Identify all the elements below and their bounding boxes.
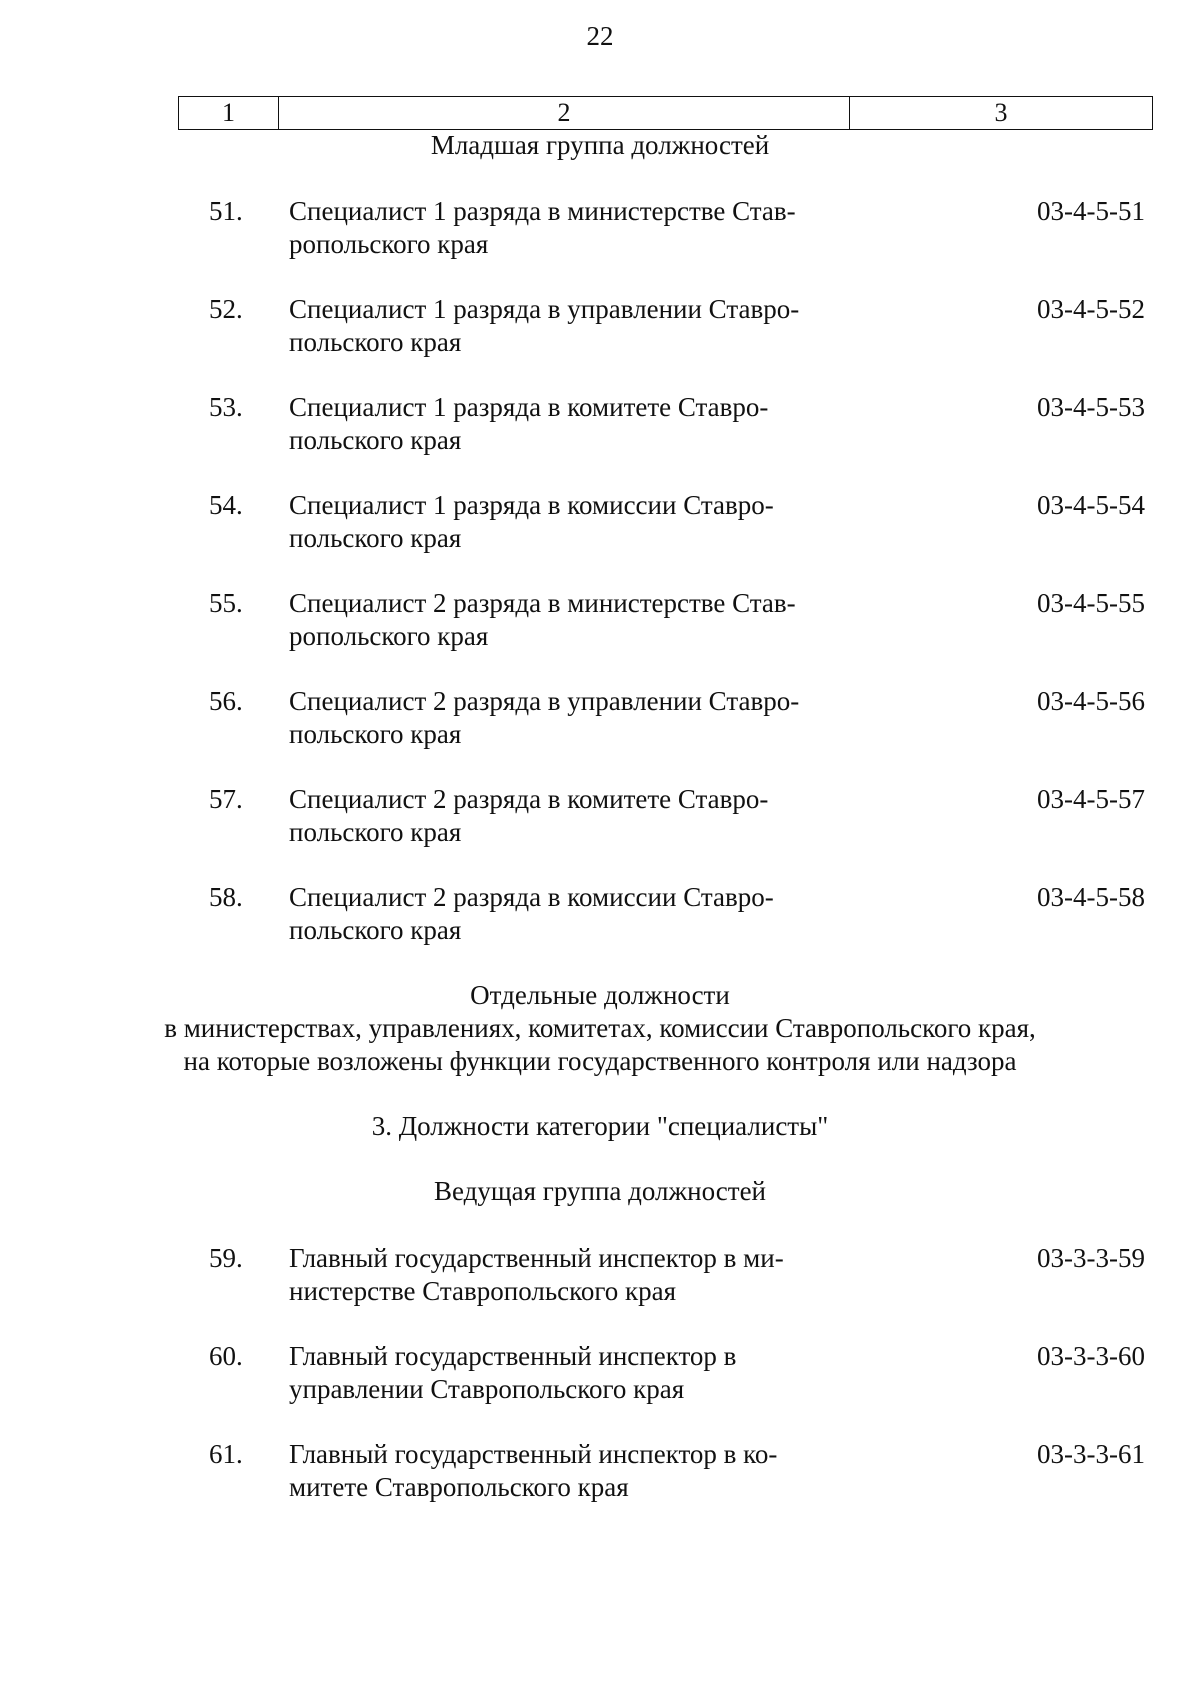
row-description-line-1: Специалист 1 разряда в министерстве Став- bbox=[289, 196, 796, 226]
row-code: 03-4-5-52 bbox=[1037, 294, 1145, 324]
row-description bbox=[289, 881, 869, 947]
junior-group-heading bbox=[0, 129, 1200, 162]
separate-heading-line-2: в министерствах, управлениях, комитетах, комиссии Ставропольского края, bbox=[164, 1013, 1036, 1043]
row-number: 57. bbox=[209, 784, 243, 814]
column-header-row bbox=[178, 96, 1153, 130]
row-number: 60. bbox=[209, 1341, 243, 1371]
category-heading bbox=[0, 1110, 1200, 1143]
row-code: 03-4-5-58 bbox=[1037, 882, 1145, 912]
leading-positions-list bbox=[0, 1242, 1200, 1536]
row-code: 03-4-5-54 bbox=[1037, 490, 1145, 520]
row-number: 56. bbox=[209, 686, 243, 716]
row-description bbox=[289, 391, 869, 457]
row-description-line-1: Специалист 1 разряда в управлении Ставро- bbox=[289, 294, 800, 324]
row-description-line-1: Специалист 2 разряда в комитете Ставро- bbox=[289, 784, 769, 814]
table-row bbox=[0, 1340, 1200, 1438]
separate-heading-line-3: на которые возложены функции государственного контроля или надзора bbox=[183, 1046, 1017, 1076]
row-description bbox=[289, 293, 869, 359]
row-number: 54. bbox=[209, 490, 243, 520]
leading-group-title: Ведущая группа должностей bbox=[433, 1176, 766, 1206]
row-description-line-1: Специалист 2 разряда в комиссии Ставро- bbox=[289, 882, 774, 912]
separate-heading-line-1: Отдельные должности bbox=[470, 980, 730, 1010]
table-row bbox=[0, 783, 1200, 881]
row-description-line-1: Специалист 1 разряда в комитете Ставро- bbox=[289, 392, 769, 422]
column-header-3: 3 bbox=[994, 98, 1008, 127]
row-code: 03-4-5-55 bbox=[1037, 588, 1145, 618]
leading-group-heading bbox=[0, 1175, 1200, 1208]
column-header-2: 2 bbox=[279, 97, 850, 129]
row-description-line-1: Специалист 2 разряда в министерстве Став- bbox=[289, 588, 796, 618]
table-row bbox=[0, 685, 1200, 783]
row-number: 61. bbox=[209, 1439, 243, 1469]
row-code: 03-3-3-59 bbox=[1037, 1243, 1145, 1273]
row-description bbox=[289, 195, 869, 261]
column-header-1: 1 bbox=[179, 97, 279, 129]
row-description-line-1: Специалист 1 разряда в комиссии Ставро- bbox=[289, 490, 774, 520]
row-description bbox=[289, 783, 869, 849]
row-number: 53. bbox=[209, 392, 243, 422]
separate-positions-heading bbox=[0, 979, 1200, 1078]
table-row bbox=[0, 391, 1200, 489]
row-description bbox=[289, 1340, 869, 1406]
row-description-line-2: польского края bbox=[289, 523, 462, 553]
row-number: 51. bbox=[209, 196, 243, 226]
row-number: 59. bbox=[209, 1243, 243, 1273]
row-code: 03-4-5-57 bbox=[1037, 784, 1145, 814]
table-row bbox=[0, 489, 1200, 587]
row-description-line-2: польского края bbox=[289, 719, 462, 749]
row-description-line-2: польского края bbox=[289, 915, 462, 945]
category-title: 3. Должности категории "специалисты" bbox=[371, 1111, 829, 1141]
row-code: 03-4-5-51 bbox=[1037, 196, 1145, 226]
row-description bbox=[289, 1242, 869, 1308]
row-description-line-2: ропольского края bbox=[289, 229, 489, 259]
table-row bbox=[0, 587, 1200, 685]
row-description bbox=[289, 685, 869, 751]
row-description-line-2: польского края bbox=[289, 817, 462, 847]
row-description-line-1: Главный государственный инспектор в bbox=[289, 1341, 737, 1371]
row-code: 03-3-3-60 bbox=[1037, 1341, 1145, 1371]
row-description bbox=[289, 1438, 869, 1504]
row-code: 03-4-5-53 bbox=[1037, 392, 1145, 422]
row-description bbox=[289, 489, 869, 555]
row-description bbox=[289, 587, 869, 653]
row-description-line-1: Главный государственный инспектор в ко- bbox=[289, 1439, 778, 1469]
row-description-line-2: польского края bbox=[289, 327, 462, 357]
row-description-line-2: управлении Ставропольского края bbox=[289, 1374, 685, 1404]
table-row bbox=[0, 1242, 1200, 1340]
row-code: 03-4-5-56 bbox=[1037, 686, 1145, 716]
table-row bbox=[0, 1438, 1200, 1536]
row-description-line-2: митете Ставропольского края bbox=[289, 1472, 629, 1502]
table-row bbox=[0, 293, 1200, 391]
page-number: 22 bbox=[586, 21, 614, 51]
junior-group-title: Младшая группа должностей bbox=[430, 130, 770, 160]
table-row bbox=[0, 195, 1200, 293]
row-description-line-1: Специалист 2 разряда в управлении Ставро- bbox=[289, 686, 800, 716]
row-number: 52. bbox=[209, 294, 243, 324]
row-description-line-2: польского края bbox=[289, 425, 462, 455]
table-row bbox=[0, 881, 1200, 979]
row-description-line-2: нистерстве Ставропольского края bbox=[289, 1276, 677, 1306]
row-description-line-1: Главный государственный инспектор в ми- bbox=[289, 1243, 784, 1273]
row-number: 55. bbox=[209, 588, 243, 618]
row-code: 03-3-3-61 bbox=[1037, 1439, 1145, 1469]
row-description-line-2: ропольского края bbox=[289, 621, 489, 651]
junior-positions-list bbox=[0, 195, 1200, 979]
row-number: 58. bbox=[209, 882, 243, 912]
